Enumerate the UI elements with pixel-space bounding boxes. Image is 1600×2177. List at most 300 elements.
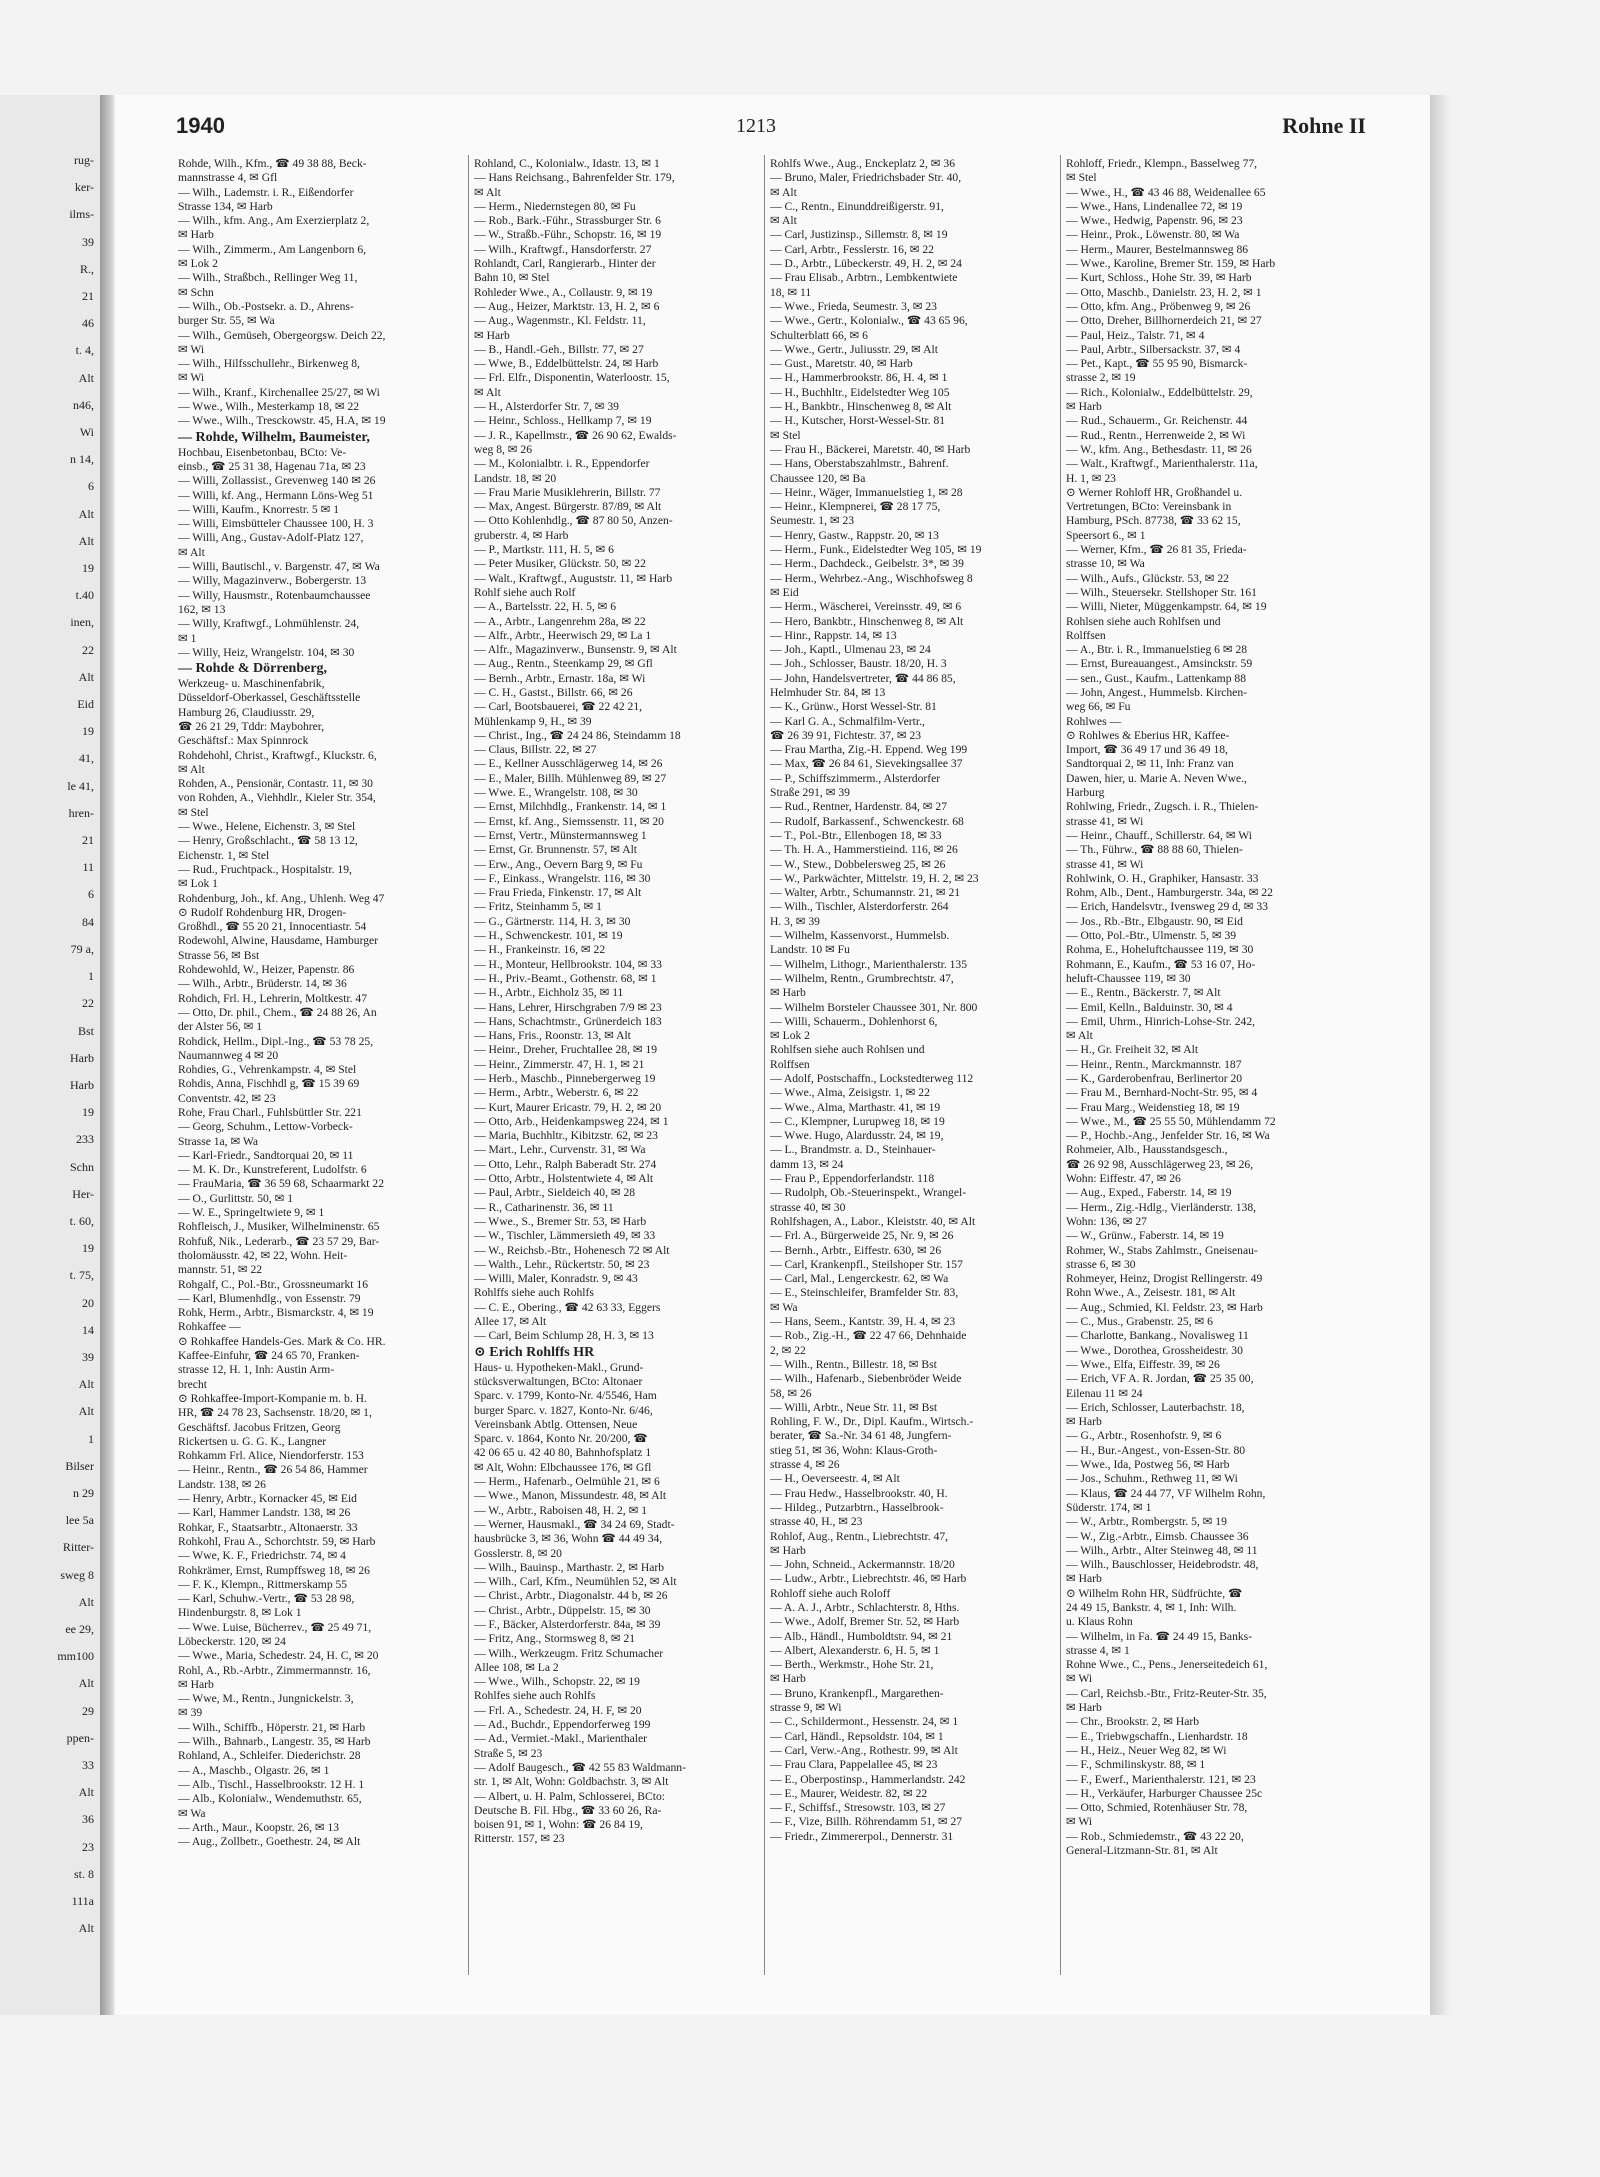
directory-entry-line: — G., Arbtr., Rosenhofstr. 9, ✉ 6 (1066, 1429, 1222, 1443)
directory-entry-line: 58, ✉ 26 (770, 1386, 812, 1400)
directory-entry-line: — Rich., Kolonialw., Eddelbüttelstr. 29, (1066, 385, 1253, 399)
directory-entry-line: — Heinr., Schloss., Hellkamp 7, ✉ 19 (474, 414, 652, 428)
directory-entry-line: — Wwe., Gertr., Kolonialw., ☎ 43 65 96, (770, 314, 968, 328)
directory-entry-line: — Mart., Lehr., Curvenstr. 31, ✉ Wa (474, 1143, 646, 1157)
directory-entry-line: weg 66, ✉ Fu (1066, 700, 1131, 714)
previous-page-fragment: 23 (82, 1839, 94, 1854)
previous-page-fragment: n 29 (73, 1485, 94, 1500)
directory-entry-line: — Willi, kf. Ang., Hermann Löns-Weg 51 (178, 488, 374, 502)
directory-entry-line: strasse 41, ✉ Wi (1066, 857, 1144, 871)
directory-entry-line: Rohlf siehe auch Rolf (474, 585, 576, 599)
directory-entry-line: — Rudolph, Ob.-Steuerinspekt., Wrangel- (770, 1186, 967, 1200)
directory-entry-line: Rohkohl, Frau A., Schorchtstr. 59, ✉ Harb (178, 1534, 376, 1548)
directory-entry-line: — Bruno, Maler, Friedrichsbader Str. 40, (770, 171, 962, 185)
directory-entry-line: — Ad., Buchdr., Eppendorferweg 199 (474, 1718, 651, 1732)
directory-entry-line: — Ernst, Bureauangest., Amsinckstr. 59 (1066, 657, 1253, 671)
directory-entry-line: — Wilh., Arbtr., Brüderstr. 14, ✉ 36 (178, 977, 347, 991)
directory-entry-line: Süderstr. 174, ✉ 1 (1066, 1500, 1152, 1514)
directory-entry-line: — Max, ☎ 26 84 61, Sievekingsallee 37 (770, 757, 963, 771)
directory-entry-line: ✉ Alt, Wohn: Elbchaussee 176, ✉ Gfl (474, 1460, 652, 1474)
directory-entry-line: — Wilh., Lademstr. i. R., Eißendorfer (178, 185, 354, 199)
directory-entry-line: Rohdehohl, Christ., Kraftwgf., Kluckstr. 6, (178, 748, 377, 762)
previous-page-fragment: R., (79, 261, 94, 276)
directory-entry-line: Rohkamm Frl. Alice, Niendorferstr. 153 (178, 1449, 364, 1463)
directory-entry-line: Straße 5, ✉ 23 (474, 1746, 543, 1760)
directory-entry-line: — Henry, Großschlacht., ☎ 58 13 12, (178, 834, 358, 848)
directory-entry-line: — Rud., Rentner, Hardenstr. 84, ✉ 27 (770, 800, 948, 814)
directory-entry-line: H. 1, ✉ 23 (1066, 471, 1116, 485)
directory-entry-line: ✉ Lok 2 (770, 1029, 810, 1043)
directory-entry-line: — P., Martkstr. 111, H. 5, ✉ 6 (474, 543, 614, 557)
directory-entry-line: ✉ Alt (1066, 1029, 1093, 1043)
directory-entry-line: — Alb., Tischl., Hasselbrookstr. 12 H. 1 (178, 1777, 365, 1791)
directory-entry-line: — Willy, Hausmstr., Rotenbaumchaussee (178, 588, 371, 602)
directory-entry-line: — Paul, Heiz., Talstr. 71, ✉ 4 (1066, 328, 1205, 342)
directory-entry-line: ✉ Harb (1066, 1572, 1102, 1586)
directory-entry-line: — W., Grünw., Faberstr. 14, ✉ 19 (1066, 1229, 1224, 1243)
directory-entry-line: Rohlsen siehe auch Rohlfsen und (1066, 614, 1221, 628)
directory-entry-line: Haus- u. Hypotheken-Makl., Grund- (474, 1360, 644, 1374)
directory-entry-line: — Henry, Arbtr., Kornacker 45, ✉ Eid (178, 1492, 357, 1506)
directory-entry-line: ✉ 1 (178, 631, 197, 645)
directory-column-4 (1066, 157, 1298, 1977)
directory-entry-line: ✉ Wi (1066, 1672, 1093, 1686)
directory-entry-line: — Wilh., Zimmerm., Am Langenborn 6, (178, 242, 367, 256)
directory-entry-line: — Erich, VF A. R. Jordan, ☎ 25 35 00, (1066, 1372, 1254, 1386)
directory-entry-line: ✉ Lok 1 (178, 877, 218, 891)
directory-entry-line: — Paul, Arbtr., Sieldeich 40, ✉ 28 (474, 1186, 636, 1200)
directory-entry-line: Rohloff, Friedr., Klempn., Basselweg 77, (1066, 157, 1258, 170)
directory-entry-line: Sparc. v. 1864, Konto Nr. 20/200, ☎ (474, 1432, 648, 1446)
directory-entry-line: — Willi, Bautischl., v. Bargenstr. 47, ✉ Wa (178, 560, 380, 574)
previous-page-fragment: Alt (78, 1404, 94, 1419)
directory-entry-line: — Wilh., Gemüseh, Obergeorgsw. Deich 22, (178, 328, 386, 342)
directory-entry-line: — Wwe., Alma, Zeisigstr. 1, ✉ 22 (770, 1086, 930, 1100)
directory-entry-line: — Wwe., Elfa, Eiffestr. 39, ✉ 26 (1066, 1357, 1220, 1371)
directory-entry-line: ✉ Harb (770, 1543, 806, 1557)
directory-entry-line: ✉ Alt (474, 385, 501, 399)
directory-entry-line: strasse 10, ✉ Wa (1066, 557, 1145, 571)
directory-entry-line: — Willi, Arbtr., Neue Str. 11, ✉ Bst (770, 1400, 938, 1414)
directory-entry-line: — Hans, Seem., Kantstr. 39, H. 4, ✉ 23 (770, 1315, 956, 1329)
directory-column-2 (474, 157, 706, 1977)
directory-entry-line: — A., Maschb., Olgastr. 26, ✉ 1 (178, 1763, 330, 1777)
directory-entry-line: — Alfr., Arbtr., Heerwisch 29, ✉ La 1 (474, 628, 652, 642)
directory-entry-line: — H., Bankbtr., Hinschenweg 8, ✉ Alt (770, 400, 952, 414)
directory-entry-line: — K., Grünw., Horst Wessel-Str. 81 (770, 700, 937, 714)
directory-entry-line: 2, ✉ 22 (770, 1343, 806, 1357)
directory-entry-line: — Alb., Händl., Humboldtstr. 94, ✉ 21 (770, 1629, 953, 1643)
directory-entry-line: Rohloff siehe auch Roloff (770, 1586, 891, 1600)
directory-entry-line: — H., Gr. Freiheit 32, ✉ Alt (1066, 1043, 1199, 1057)
directory-entry-line: strasse 6, ✉ 30 (1066, 1257, 1136, 1271)
previous-page-fragment: 79 a, (70, 941, 94, 956)
directory-entry-line: — Karl, Hammer Landstr. 138, ✉ 26 (178, 1506, 351, 1520)
directory-entry-line: ✉ Wa (178, 1806, 206, 1820)
directory-entry-line: — Herm., Arbtr., Weberstr. 6, ✉ 22 (474, 1086, 639, 1100)
directory-entry-line: — Erich, Handelsvtr., Ivensweg 29 d, ✉ 33 (1066, 900, 1268, 914)
directory-entry-line: Rohma, E., Hoheluftchaussee 119, ✉ 30 (1066, 943, 1254, 957)
directory-entry-line: — Wilhelm, Lithogr., Marienthalerstr. 135 (770, 957, 968, 971)
directory-entry-line: — Otto Kohlenhdlg., ☎ 87 80 50, Anzen- (474, 514, 673, 528)
directory-entry-line: — Pet., Kapt., ☎ 55 95 90, Bismarck- (1066, 357, 1248, 371)
directory-entry-line: — Wilh., Bahnarb., Langestr. 35, ✉ Harb (178, 1735, 371, 1749)
directory-entry-line: — Th. H. A., Hammerstieind. 116, ✉ 26 (770, 843, 958, 857)
directory-entry-line: — Walt., Kraftwgf., Auguststr. 11, ✉ Harb (474, 571, 673, 585)
directory-entry-line: Löbeckerstr. 120, ✉ 24 (178, 1634, 286, 1648)
directory-entry-line: ✉ Harb (770, 1672, 806, 1686)
directory-entry-line: — Carl, Krankenpfl., Steilshoper Str. 157 (770, 1257, 963, 1271)
directory-entry-line: — Hans, Schachtmstr., Grünerdeich 183 (474, 1014, 662, 1028)
directory-entry-line: ✉ Wi (178, 342, 205, 356)
directory-entry-line: Helmhuder Str. 84, ✉ 13 (770, 685, 886, 699)
directory-entry-line: ✉ Alt (474, 185, 501, 199)
directory-entry-line: — Hans, Oberstabszahlmstr., Bahrenf. (770, 457, 949, 471)
directory-entry-line: — Wwe, B., Eddelbüttelstr. 24, ✉ Harb (474, 357, 659, 371)
directory-entry-line: — Otto, kfm. Ang., Pröbenweg 9, ✉ 26 (1066, 299, 1251, 313)
directory-entry-line: — F., Schmilinskystr. 88, ✉ 1 (1066, 1758, 1206, 1772)
directory-entry-line: — Wwe. Luise, Bücherrev., ☎ 25 49 71, (178, 1620, 372, 1634)
directory-entry-line: — Fritz, Ang., Stormsweg 8, ✉ 21 (474, 1632, 636, 1646)
directory-entry-line: — Wwe., M., ☎ 25 55 50, Mühlendamm 72 (1066, 1114, 1276, 1128)
directory-entry-line: Rohlfs Wwe., Aug., Enckeplatz 2, ✉ 36 (770, 157, 955, 170)
previous-page-fragment: lee 5a (65, 1513, 94, 1528)
directory-entry-line: — E., Triebwgschaffn., Lienhardstr. 18 (1066, 1729, 1248, 1743)
directory-entry-line: — Walt., Kraftwgf., Marienthalerstr. 11a, (1066, 457, 1258, 471)
directory-entry-line: ☎ 26 92 98, Ausschlägerweg 23, ✉ 26, (1066, 1157, 1254, 1171)
directory-columns (178, 157, 1398, 1977)
previous-page-fragment: t. 75, (69, 1268, 94, 1283)
directory-entry-line: — Aug., Zollbetr., Goethestr. 24, ✉ Alt (178, 1835, 361, 1849)
directory-entry-line: — Wwe., Wilh., Mesterkamp 18, ✉ 22 (178, 400, 360, 414)
previous-page-fragment: Harb (70, 1077, 94, 1092)
directory-entry-line: stieg 51, ✉ 36, Wohn: Klaus-Groth- (770, 1443, 938, 1457)
directory-entry-line: — Willi, Nieter, Müggenkampstr. 64, ✉ 19 (1066, 600, 1267, 614)
directory-entry-line: — Otto, Schmied, Rotenhäuser Str. 78, (1066, 1801, 1248, 1815)
directory-entry-line: — Herm., Maurer, Bestelmannsweg 86 (1066, 242, 1249, 256)
previous-page-fragment: inen, (70, 615, 94, 630)
directory-entry-line: — Charlotte, Bankang., Novalisweg 11 (1066, 1329, 1249, 1343)
directory-entry-line: Rohl, A., Rb.-Arbtr., Zimmermannstr. 16, (178, 1663, 371, 1677)
directory-entry-line: — Aug., Rentn., Steenkamp 29, ✉ Gfl (474, 657, 653, 671)
directory-entry-line: — A. A. J., Arbtr., Schlachterstr. 8, Hths. (770, 1600, 960, 1614)
directory-entry-line: 18, ✉ 11 (770, 285, 812, 299)
directory-entry-line: — Ernst, Milchhdlg., Frankenstr. 14, ✉ 1 (474, 800, 667, 814)
directory-entry-line: — Hero, Bankbtr., Hinschenweg 8, ✉ Alt (770, 614, 964, 628)
directory-entry-line: Hamburg 26, Claudiusstr. 29, (178, 705, 315, 719)
directory-entry-line: — Rudolf, Barkassenf., Schwenckestr. 68 (770, 814, 964, 828)
directory-entry-line: Sandtorquai 2, ✉ 11, Inh: Franz van (1066, 757, 1234, 771)
directory-entry-line: Rohdewohld, W., Heizer, Papenstr. 86 (178, 963, 355, 977)
directory-entry-line: — Wwe., Hans, Lindenallee 72, ✉ 19 (1066, 199, 1243, 213)
directory-entry-line: Chaussee 120, ✉ Ba (770, 471, 866, 485)
directory-entry-line: Bahn 10, ✉ Stel (474, 271, 550, 285)
directory-entry-line: — Willy, Heiz, Wrangelstr. 104, ✉ 30 (178, 645, 355, 659)
directory-entry-line: — Frau Elisab., Arbtrn., Lembkentwiete (770, 271, 958, 285)
directory-entry-line: Rohde, Wilh., Kfm., ☎ 49 38 88, Beck- (178, 157, 367, 170)
previous-page-fragment: Harb (70, 1050, 94, 1065)
directory-entry-line: Ritterstr. 157, ✉ 23 (474, 1832, 565, 1846)
directory-entry-line: — Wwe, K. F., Friedrichstr. 74, ✉ 4 (178, 1549, 346, 1563)
directory-entry-line: — H., Buchhltr., Eidelstedter Weg 105 (770, 385, 950, 399)
directory-entry-line: ✉ Eid (770, 585, 799, 599)
directory-entry-line: Rohlfes siehe auch Rohlfs (474, 1689, 596, 1703)
previous-page-fragment: mm100 (57, 1649, 94, 1664)
directory-entry-line: — Frl. A., Schedestr. 24, H. F, ✉ 20 (474, 1703, 642, 1717)
directory-entry-line: — Friedr., Zimmererpol., Dennerstr. 31 (770, 1829, 954, 1843)
directory-entry-line: — Joh., Schlosser, Baustr. 18/20, H. 3 (770, 657, 947, 671)
previous-page-fragment: sweg 8 (60, 1567, 94, 1582)
directory-entry-line: — H., Frankeinstr. 16, ✉ 22 (474, 943, 606, 957)
directory-entry-line: — Wilh., Straßbch., Rellinger Weg 11, (178, 271, 358, 285)
previous-page-fragment: 1 (88, 1431, 94, 1446)
directory-entry-line: — W., Straßb.-Führ., Schopstr. 16, ✉ 19 (474, 228, 662, 242)
directory-entry-line: ✉ Alt (770, 214, 797, 228)
previous-page-fragment: 11 (82, 860, 94, 875)
directory-entry-line: — Wwe., Helene, Eichenstr. 3, ✉ Stel (178, 820, 356, 834)
directory-entry-line: — H., Verkäufer, Harburger Chaussee 25c (1066, 1786, 1263, 1800)
directory-entry-line: ✉ Schn (178, 285, 214, 299)
directory-entry-line: — Otto, Dr. phil., Chem., ☎ 24 88 26, An (178, 1005, 377, 1019)
directory-entry-line: strasse 12, H. 1, Inh: Austin Arm- (178, 1363, 335, 1377)
directory-entry-line: — Herm., Funk., Eidelstedter Weg 105, ✉ 19 (770, 543, 982, 557)
directory-entry-line: Vereinsbank Abtlg. Ottensen, Neue (474, 1417, 638, 1431)
directory-entry-line: — A., Arbtr., Langenrehm 28a, ✉ 22 (474, 614, 646, 628)
directory-entry-line: — Otto, Pol.-Btr., Ulmenstr. 5, ✉ 39 (1066, 929, 1237, 943)
directory-entry-line: — H., Heiz., Neuer Weg 82, ✉ Wi (1066, 1743, 1227, 1757)
directory-entry-line: — Carl, Reichsb.-Btr., Fritz-Reuter-Str. 35, (1066, 1686, 1267, 1700)
directory-entry-line: — Rob., Schmiedemstr., ☎ 43 22 20, (1066, 1829, 1244, 1843)
directory-entry-line: — P., Hochb.-Ang., Jenfelder Str. 16, ✉ Wa (1066, 1129, 1270, 1143)
year-label: 1940 (176, 113, 225, 138)
previous-page-fragment: ilms- (69, 207, 94, 222)
directory-page (116, 95, 1430, 2015)
directory-entry-line: — Wilh., Kranf., Kirchenallee 25/27, ✉ Wi (178, 385, 380, 399)
previous-page-edge (0, 95, 102, 2015)
directory-entry-line: Rohfuß, Nik., Lederarb., ☎ 23 57 29, Bar- (178, 1234, 380, 1248)
directory-entry-line: — Willy, Magazinverw., Bobergerstr. 13 (178, 574, 367, 588)
directory-entry-line: damm 13, ✉ 24 (770, 1157, 844, 1171)
directory-entry-line: — Carl, Beim Schlump 28, H. 3, ✉ 13 (474, 1329, 654, 1343)
directory-entry-line: — Frau M., Bernhard-Nocht-Str. 95, ✉ 4 (1066, 1086, 1258, 1100)
directory-entry-line: — Heinr., Rentn., ☎ 26 54 86, Hammer (178, 1463, 368, 1477)
previous-page-fragment: 20 (82, 1295, 94, 1310)
directory-entry-line: ✉ Harb (770, 986, 806, 1000)
directory-entry-line: — Frau Marie Musiklehrerin, Billstr. 77 (474, 485, 661, 499)
directory-entry-line: — F. K., Klempn., Rittmerskamp 55 (178, 1577, 348, 1591)
directory-entry-line: Rohland, A., Schleifer. Diederichstr. 28 (178, 1749, 361, 1763)
directory-entry-line: hausbrücke 3, ✉ 36, Wohn ☎ 44 49 34, (474, 1532, 663, 1546)
directory-entry-line: — H., Hammerbrookstr. 86, H. 4, ✉ 1 (770, 371, 948, 385)
directory-entry-line: ✉ Harb (1066, 1701, 1102, 1715)
directory-entry-line: 24 49 15, Bankstr. 4, ✉ 1, Inh: Wilh. (1066, 1600, 1237, 1614)
directory-entry-line: — Erich, Schlosser, Lauterbachstr. 18, (1066, 1400, 1245, 1414)
directory-entry-line: — Wwe., Karoline, Bremer Str. 159, ✉ Harb (1066, 257, 1276, 271)
directory-entry-line: berater, ☎ Sa.-Nr. 34 61 48, Jungfern- (770, 1429, 952, 1443)
directory-entry-line: — Wwe., Hedwig, Papenstr. 96, ✉ 23 (1066, 214, 1243, 228)
directory-entry-line: — P., Schiffszimmerm., Alsterdorfer (770, 771, 941, 785)
previous-page-fragment: 84 (82, 914, 94, 929)
previous-page-fragment: Wi (79, 425, 94, 440)
directory-entry-line: — R., Catharinenstr. 36, ✉ 11 (474, 1200, 614, 1214)
directory-entry-line: — Aug., Wagenmstr., Kl. Feldstr. 11, (474, 314, 646, 328)
previous-page-fragment: 21 (82, 833, 94, 848)
directory-entry-line: — Wilh., Kraftwgf., Hansdorferstr. 27 (474, 242, 652, 256)
directory-entry-line: — H., Bur.-Angest., von-Essen-Str. 80 (1066, 1443, 1246, 1457)
directory-entry-line: — Wilh., Hafenarb., Siebenbröder Weide (770, 1372, 962, 1386)
directory-entry-line: — Frau H., Bäckerei, Maretstr. 40, ✉ Harb (770, 442, 971, 456)
directory-entry-line: mannstr. 51, ✉ 22 (178, 1263, 263, 1277)
directory-entry-line: — Willi, Zollassist., Grevenweg 140 ✉ 26 (178, 474, 376, 488)
directory-entry-line: Rohmeyer, Heinz, Drogist Rellingerstr. 49 (1066, 1272, 1263, 1286)
directory-entry-line: Rohdis, Anna, Fischhdl g, ☎ 15 39 69 (178, 1077, 360, 1091)
directory-entry-line: Hochbau, Eisenbetonbau, BCto: Ve- (178, 445, 347, 459)
directory-entry-line: — W., Tischler, Lämmersieth 49, ✉ 33 (474, 1229, 656, 1243)
directory-entry-line: — J. R., Kapellmstr., ☎ 26 90 62, Ewalds- (474, 428, 677, 442)
directory-entry-line: — Frau Hedw., Hasselbrookstr. 40, H. (770, 1486, 948, 1500)
directory-entry-line: — F., Schiffsf., Stresowstr. 103, ✉ 27 (770, 1801, 946, 1815)
directory-entry-line: — Ad., Vermiet.-Makl., Marienthaler (474, 1732, 648, 1746)
directory-entry-line: — Heinr., Prok., Löwenstr. 80, ✉ Wa (1066, 228, 1240, 242)
previous-page-fragment: n46, (73, 397, 94, 412)
directory-entry-line: ✉ Harb (1066, 400, 1102, 414)
previous-page-fragment: 233 (76, 1132, 94, 1147)
directory-entry-line: ⊙ Erich Rohlffs HR (474, 1344, 595, 1360)
directory-entry-line: — Carl, Bootsbauerei, ☎ 22 42 21, (474, 700, 643, 714)
directory-entry-line: — Ernst, Vertr., Münstermannsweg 1 (474, 828, 647, 842)
directory-entry-line: — Aug., Heizer, Marktstr. 13, H. 2, ✉ 6 (474, 299, 660, 313)
directory-entry-line: — H., Schwenckestr. 101, ✉ 19 (474, 929, 623, 943)
directory-entry-line: — Arth., Maur., Koopstr. 26, ✉ 13 (178, 1820, 340, 1834)
directory-entry-line: — Wwe. Hugo, Alardusstr. 24, ✉ 19, (770, 1129, 944, 1143)
directory-entry-line: Rohm, Alb., Dent., Hamburgerstr. 34a, ✉ 22 (1066, 886, 1273, 900)
directory-entry-line: Dawen, hier, u. Marie A. Neven Wwe., (1066, 771, 1247, 785)
directory-entry-line: — C., Rentn., Einunddreißigerstr. 91, (770, 199, 944, 213)
directory-entry-line: Rohkaffee — (178, 1320, 241, 1334)
directory-entry-line: — Wwe., Frieda, Seumestr. 3, ✉ 23 (770, 299, 937, 313)
directory-entry-line: — Herb., Maschb., Pinnebergerweg 19 (474, 1072, 656, 1085)
directory-entry-line: Rohlffs siehe auch Rohlfs (474, 1286, 594, 1300)
column-rule (468, 155, 469, 1975)
directory-entry-line: — K., Garderobenfrau, Berlinertor 20 (1066, 1072, 1243, 1085)
directory-entry-line: — Wilhelm, in Fa. ☎ 24 49 15, Banks- (1066, 1629, 1253, 1643)
previous-page-fragment: 41, (79, 751, 94, 766)
directory-entry-line: — FrauMaria, ☎ 36 59 68, Schaarmarkt 22 (178, 1177, 385, 1191)
directory-entry-line: — Wilh., Steuersekr. Stellshoper Str. 161 (1066, 585, 1257, 599)
directory-entry-line: — Hans Reichsang., Bahrenfelder Str. 179, (474, 171, 675, 185)
directory-entry-line: Rohdenburg, Joh., kf. Ang., Uhlenh. Weg 47 (178, 891, 385, 905)
directory-entry-line: — Adolf, Postschaffn., Lockstedterweg 112 (770, 1072, 974, 1085)
running-head: Rohne II (1282, 113, 1366, 138)
directory-entry-line: — H., Alsterdorfer Str. 7, ✉ 39 (474, 400, 619, 414)
directory-entry-line: — Ludw., Arbtr., Liebrechtstr. 46, ✉ Harb (770, 1572, 967, 1586)
directory-entry-line: — Albert, u. H. Palm, Schlosserei, BCto: (474, 1789, 665, 1803)
directory-entry-line: — Wilhelm, Rentn., Grumbrechtstr. 47, (770, 971, 954, 985)
directory-entry-line: strasse 2, ✉ 19 (1066, 371, 1136, 385)
directory-entry-line: — Alfr., Magazinverw., Bunsenstr. 9, ✉ Alt (474, 643, 677, 657)
directory-entry-line: Allee 108, ✉ La 2 (474, 1660, 559, 1674)
directory-entry-line: — Fritz, Steinhamm 5, ✉ 1 (474, 900, 602, 914)
directory-entry-line: Rickertsen u. G. G. K., Langner (178, 1434, 327, 1448)
directory-entry-line: Strasse 134, ✉ Harb (178, 199, 273, 213)
directory-entry-line: ⊙ Werner Rohloff HR, Großhandel u. (1066, 485, 1243, 499)
directory-entry-line: — Wilh., kfm. Ang., Am Exerzierplatz 2, (178, 214, 370, 228)
directory-entry-line: — Hildeg., Putzarbtrn., Hasselbrook- (770, 1500, 944, 1514)
directory-entry-line: Hamburg, PSch. 87738, ☎ 33 62 15, (1066, 514, 1241, 528)
directory-entry-line: — Heinr., Dreher, Fruchtallee 28, ✉ 19 (474, 1043, 658, 1057)
directory-entry-line: — Wilh., Arbtr., Alter Steinweg 48, ✉ 11 (1066, 1543, 1258, 1557)
directory-entry-line: Schulterblatt 66, ✉ 6 (770, 328, 868, 342)
directory-entry-line: — E., Maurer, Weidestr. 82, ✉ 22 (770, 1786, 928, 1800)
directory-entry-line: — Frau Martha, Zig.-H. Eppend. Weg 199 (770, 743, 968, 757)
directory-entry-line: — H., Oeverseestr. 4, ✉ Alt (770, 1472, 900, 1486)
directory-entry-line: ✉ Wi (1066, 1815, 1093, 1829)
directory-entry-line: — Wwe., Gertr., Juliusstr. 29, ✉ Alt (770, 342, 938, 356)
directory-entry-line: brecht (178, 1377, 207, 1391)
directory-entry-line: — Wilh., Aufs., Glückstr. 53, ✉ 22 (1066, 571, 1229, 585)
directory-entry-line: — Heinr., Wäger, Immanuelstieg 1, ✉ 28 (770, 485, 963, 499)
directory-entry-line: Rohlfsen siehe auch Rohlsen und (770, 1043, 925, 1057)
directory-entry-line: Rohk, Herm., Arbtr., Bismarckstr. 4, ✉ 19 (178, 1306, 374, 1320)
directory-entry-line: — E., Maler, Billh. Mühlenweg 89, ✉ 27 (474, 771, 667, 785)
directory-entry-line: Rohmer, W., Stabs Zahlmstr., Gneisenau- (1066, 1243, 1258, 1257)
previous-page-fragment: 111a (71, 1894, 94, 1908)
directory-entry-line: — Herm., Hafenarb., Oelmühle 21, ✉ 6 (474, 1475, 660, 1489)
directory-entry-line: ✉ Harb (178, 228, 214, 242)
directory-entry-line: General-Litzmann-Str. 81, ✉ Alt (1066, 1844, 1218, 1858)
previous-page-fragment: n 14, (70, 452, 94, 467)
directory-entry-line: — F., Vize, Billh. Röhrendamm 51, ✉ 27 (770, 1815, 963, 1829)
directory-entry-line: — Th., Führw., ☎ 88 88 60, Thielen- (1066, 843, 1243, 857)
directory-entry-line: — Wilh., Werkzeugm. Fritz Schumacher (474, 1646, 664, 1660)
directory-entry-line: — Hans, Fris., Roonstr. 13, ✉ Alt (474, 1029, 631, 1043)
directory-entry-line: — Jos., Schuhm., Rethweg 11, ✉ Wi (1066, 1472, 1238, 1486)
directory-entry-line: Rohmeier, Alb., Hausstandsgesch., (1066, 1143, 1228, 1157)
previous-page-fragment: 21 (82, 289, 94, 304)
directory-entry-line: — W., kfm. Ang., Bethesdastr. 11, ✉ 26 (1066, 442, 1252, 456)
directory-entry-line: — Wilh., Bauinsp., Marthastr. 2, ✉ Harb (474, 1560, 665, 1574)
directory-entry-line: Rohleder Wwe., A., Collaustr. 9, ✉ 19 (474, 285, 653, 299)
directory-entry-line: Rohkar, F., Staatsarbtr., Altonaerstr. 33 (178, 1520, 358, 1534)
directory-entry-line: ⊙ Rohkaffee Handels-Ges. Mark & Co. HR. (178, 1334, 386, 1348)
previous-page-fragment: 6 (88, 887, 94, 902)
previous-page-fragment: 22 (82, 996, 94, 1011)
directory-entry-line: — E., Rentn., Bäckerstr. 7, ✉ Alt (1066, 986, 1221, 1000)
directory-entry-line: — Carl, Arbtr., Fesslerstr. 16, ✉ 22 (770, 242, 934, 256)
previous-page-fragment: Schn (70, 1159, 94, 1174)
directory-entry-line: — Rob., Zig.-H., ☎ 22 47 66, Dehnhaide (770, 1329, 967, 1343)
directory-entry-line: von Rohden, A., Viehhdlr., Kieler Str. 354, (178, 791, 376, 805)
directory-entry-line: — M. K. Dr., Kunstreferent, Ludolfstr. 6 (178, 1163, 367, 1177)
directory-entry-line: — Rud., Fruchtpack., Hospitalstr. 19, (178, 862, 352, 876)
directory-entry-line: Naumannweg 4 ✉ 20 (178, 1048, 279, 1062)
directory-entry-line: ⊙ Rudolf Rohdenburg HR, Drogen- (178, 905, 347, 919)
directory-entry-line: — Karl, Blumenhdlg., von Essenstr. 79 (178, 1291, 361, 1305)
directory-entry-line: — Frau Clara, Pappelallee 45, ✉ 23 (770, 1758, 938, 1772)
directory-entry-line: strasse 40, ✉ 30 (770, 1200, 846, 1214)
page-edge-shadow (1430, 95, 1450, 2015)
directory-entry-line: — B., Handl.-Geh., Billstr. 77, ✉ 27 (474, 342, 644, 356)
directory-entry-line: — Maria, Buchhltr., Kibitzstr. 62, ✉ 23 (474, 1129, 658, 1143)
directory-entry-line: ✉ Alt (178, 762, 205, 776)
directory-entry-line: — Wwe, M., Rentn., Jungnickelstr. 3, (178, 1692, 354, 1706)
directory-entry-line: Rohkrämer, Ernst, Rumpffsweg 18, ✉ 26 (178, 1563, 370, 1577)
directory-entry-line: ✉ Harb (474, 328, 510, 342)
directory-entry-line: — Werner, Hausmakl., ☎ 34 24 69, Stadt- (474, 1517, 675, 1531)
directory-entry-line: — F., Einkass., Wrangelstr. 116, ✉ 30 (474, 871, 651, 885)
directory-entry-line: — W., Parkwächter, Mittelstr. 19, H. 2, ✉ 23 (770, 871, 979, 885)
directory-entry-line: ✉ Stel (770, 428, 801, 442)
